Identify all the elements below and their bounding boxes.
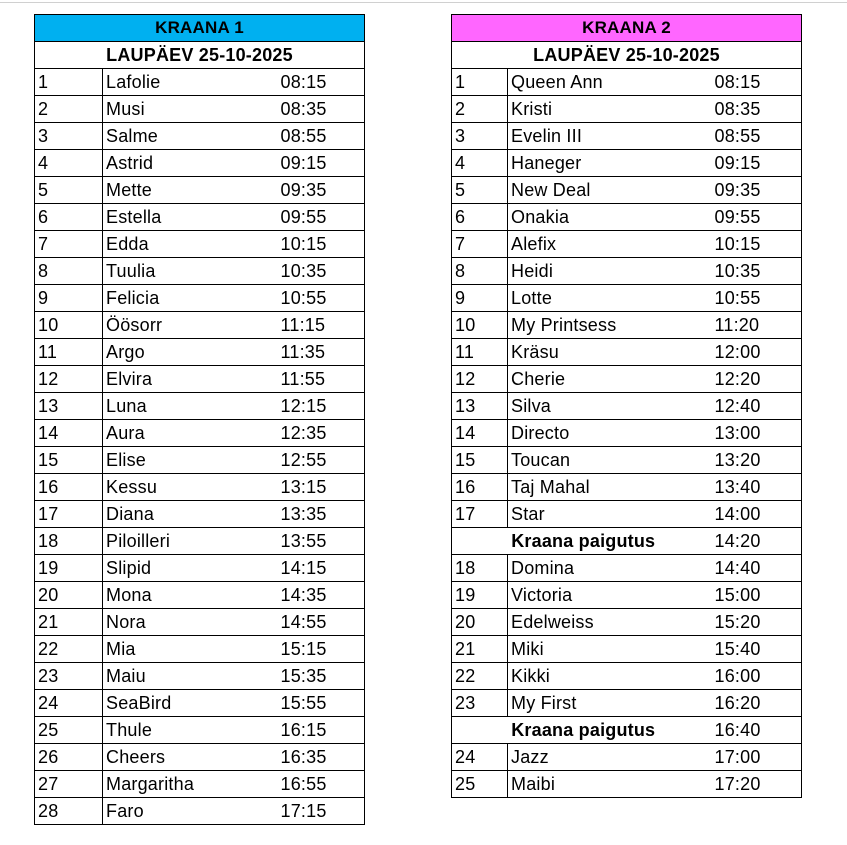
boat-row: [452, 582, 802, 609]
scheduled-time: 09:15: [712, 150, 802, 177]
scheduled-time: 16:40: [712, 717, 802, 744]
scheduled-time: 08:55: [712, 123, 802, 150]
boat-number: 24: [35, 690, 103, 717]
boat-row: [35, 771, 365, 798]
boat-row: [35, 204, 365, 231]
scheduled-time: 12:40: [712, 393, 802, 420]
boat-name: Jazz: [508, 744, 712, 771]
boat-number: 24: [452, 744, 508, 771]
scheduled-time: 14:00: [712, 501, 802, 528]
scheduled-time: 09:35: [278, 177, 365, 204]
boat-number: 18: [452, 555, 508, 582]
scheduled-time: 14:35: [278, 582, 365, 609]
top-divider: [0, 2, 847, 3]
boat-number: 12: [35, 366, 103, 393]
boat-name: Directo: [508, 420, 712, 447]
boat-name: Silva: [508, 393, 712, 420]
boat-row: [35, 177, 365, 204]
crane-1-body: [35, 15, 365, 825]
crane-2-date-row: [452, 42, 802, 69]
boat-name: Margaritha: [103, 771, 278, 798]
crane-2-title: KRAANA 2: [452, 15, 802, 42]
scheduled-time: 15:15: [278, 636, 365, 663]
boat-row: [35, 285, 365, 312]
boat-row: [35, 690, 365, 717]
scheduled-time: 15:40: [712, 636, 802, 663]
boat-number: 4: [35, 150, 103, 177]
boat-number: 19: [452, 582, 508, 609]
boat-number: 16: [452, 474, 508, 501]
boat-row: [452, 339, 802, 366]
crane-placement-row: [452, 717, 802, 744]
boat-name: Slipid: [103, 555, 278, 582]
boat-row: [35, 663, 365, 690]
boat-row: [35, 420, 365, 447]
crane-1-schedule-table: [34, 14, 365, 825]
boat-number: 13: [452, 393, 508, 420]
scheduled-time: 09:55: [712, 204, 802, 231]
boat-name: Kikki: [508, 663, 712, 690]
boat-number: 20: [35, 582, 103, 609]
boat-row: [35, 366, 365, 393]
scheduled-time: 08:35: [712, 96, 802, 123]
boat-name: Musi: [103, 96, 278, 123]
crane-1-date-row: [35, 42, 365, 69]
boat-number: 25: [35, 717, 103, 744]
boat-number: 22: [452, 663, 508, 690]
scheduled-time: 13:40: [712, 474, 802, 501]
scheduled-time: 13:35: [278, 501, 365, 528]
boat-row: [452, 501, 802, 528]
boat-name: Astrid: [103, 150, 278, 177]
scheduled-time: 10:55: [712, 285, 802, 312]
scheduled-time: 15:55: [278, 690, 365, 717]
boat-number: 10: [452, 312, 508, 339]
boat-row: [452, 447, 802, 474]
scheduled-time: 11:55: [278, 366, 365, 393]
boat-number: 9: [35, 285, 103, 312]
boat-number: 13: [35, 393, 103, 420]
boat-row: [452, 609, 802, 636]
crane-placement-label: Kraana paigutus: [452, 717, 712, 744]
boat-row: [35, 150, 365, 177]
boat-number: 3: [452, 123, 508, 150]
boat-name: Kessu: [103, 474, 278, 501]
boat-number: 15: [452, 447, 508, 474]
boat-number: 21: [35, 609, 103, 636]
boat-name: Cheers: [103, 744, 278, 771]
boat-row: [35, 528, 365, 555]
scheduled-time: 14:20: [712, 528, 802, 555]
boat-name: Maibi: [508, 771, 712, 798]
boat-name: SeaBird: [103, 690, 278, 717]
scheduled-time: 12:55: [278, 447, 365, 474]
crane-1-title: KRAANA 1: [35, 15, 365, 42]
boat-name: Heidi: [508, 258, 712, 285]
scheduled-time: 08:15: [712, 69, 802, 96]
boat-number: 8: [35, 258, 103, 285]
boat-number: 23: [35, 663, 103, 690]
boat-name: Queen Ann: [508, 69, 712, 96]
boat-name: My Printsess: [508, 312, 712, 339]
boat-row: [35, 582, 365, 609]
boat-name: Victoria: [508, 582, 712, 609]
boat-row: [452, 150, 802, 177]
boat-name: Miki: [508, 636, 712, 663]
boat-row: [35, 231, 365, 258]
boat-number: 17: [452, 501, 508, 528]
boat-row: [35, 717, 365, 744]
scheduled-time: 12:15: [278, 393, 365, 420]
scheduled-time: 13:15: [278, 474, 365, 501]
boat-number: 26: [35, 744, 103, 771]
scheduled-time: 08:55: [278, 123, 365, 150]
boat-row: [35, 312, 365, 339]
boat-name: Aura: [103, 420, 278, 447]
boat-name: Mona: [103, 582, 278, 609]
crane-2-date: LAUPÄEV 25-10-2025: [452, 42, 802, 69]
boat-number: 15: [35, 447, 103, 474]
boat-name: Mia: [103, 636, 278, 663]
scheduled-time: 10:15: [712, 231, 802, 258]
boat-number: 3: [35, 123, 103, 150]
boat-number: 1: [452, 69, 508, 96]
scheduled-time: 13:20: [712, 447, 802, 474]
boat-row: [35, 501, 365, 528]
boat-row: [35, 69, 365, 96]
boat-number: 4: [452, 150, 508, 177]
boat-name: Domina: [508, 555, 712, 582]
boat-name: Tuulia: [103, 258, 278, 285]
boat-name: Kräsu: [508, 339, 712, 366]
scheduled-time: 10:35: [712, 258, 802, 285]
scheduled-time: 09:15: [278, 150, 365, 177]
boat-row: [452, 555, 802, 582]
boat-name: Elise: [103, 447, 278, 474]
scheduled-time: 16:20: [712, 690, 802, 717]
boat-number: 7: [35, 231, 103, 258]
boat-name: Elvira: [103, 366, 278, 393]
boat-number: 27: [35, 771, 103, 798]
boat-row: [452, 177, 802, 204]
boat-name: Onakia: [508, 204, 712, 231]
boat-row: [452, 312, 802, 339]
boat-number: 19: [35, 555, 103, 582]
boat-name: Luna: [103, 393, 278, 420]
boat-name: Taj Mahal: [508, 474, 712, 501]
boat-name: Nora: [103, 609, 278, 636]
boat-name: Star: [508, 501, 712, 528]
scheduled-time: 15:00: [712, 582, 802, 609]
boat-row: [35, 393, 365, 420]
boat-row: [35, 474, 365, 501]
crane-2-title-row: [452, 15, 802, 42]
scheduled-time: 17:15: [278, 798, 365, 825]
boat-row: [452, 258, 802, 285]
scheduled-time: 13:55: [278, 528, 365, 555]
boat-number: 16: [35, 474, 103, 501]
boat-number: 17: [35, 501, 103, 528]
boat-row: [35, 744, 365, 771]
crane-placement-label: Kraana paigutus: [452, 528, 712, 555]
scheduled-time: 16:15: [278, 717, 365, 744]
boat-number: 6: [35, 204, 103, 231]
boat-number: 2: [35, 96, 103, 123]
boat-name: Felicia: [103, 285, 278, 312]
boat-number: 22: [35, 636, 103, 663]
boat-number: 1: [35, 69, 103, 96]
boat-name: Faro: [103, 798, 278, 825]
scheduled-time: 17:20: [712, 771, 802, 798]
boat-number: 23: [452, 690, 508, 717]
boat-number: 14: [452, 420, 508, 447]
boat-row: [452, 771, 802, 798]
boat-name: Öösorr: [103, 312, 278, 339]
boat-row: [35, 555, 365, 582]
boat-name: Toucan: [508, 447, 712, 474]
crane-1-title-row: [35, 15, 365, 42]
boat-row: [452, 474, 802, 501]
boat-row: [452, 393, 802, 420]
crane-2-schedule-table: [451, 14, 802, 798]
boat-number: 28: [35, 798, 103, 825]
scheduled-time: 14:15: [278, 555, 365, 582]
boat-name: Cherie: [508, 366, 712, 393]
boat-number: 11: [35, 339, 103, 366]
scheduled-time: 09:55: [278, 204, 365, 231]
boat-name: Diana: [103, 501, 278, 528]
boat-number: 20: [452, 609, 508, 636]
scheduled-time: 16:35: [278, 744, 365, 771]
scheduled-time: 14:40: [712, 555, 802, 582]
boat-row: [35, 636, 365, 663]
boat-row: [452, 690, 802, 717]
boat-number: 9: [452, 285, 508, 312]
scheduled-time: 17:00: [712, 744, 802, 771]
scheduled-time: 09:35: [712, 177, 802, 204]
scheduled-time: 10:55: [278, 285, 365, 312]
scheduled-time: 16:00: [712, 663, 802, 690]
crane-placement-row: [452, 528, 802, 555]
boat-number: 11: [452, 339, 508, 366]
boat-row: [452, 366, 802, 393]
scheduled-time: 14:55: [278, 609, 365, 636]
boat-row: [35, 339, 365, 366]
boat-name: New Deal: [508, 177, 712, 204]
boat-row: [452, 663, 802, 690]
boat-row: [452, 231, 802, 258]
boat-row: [452, 420, 802, 447]
boat-row: [35, 258, 365, 285]
boat-name: Piloilleri: [103, 528, 278, 555]
boat-name: Haneger: [508, 150, 712, 177]
scheduled-time: 08:15: [278, 69, 365, 96]
scheduled-time: 13:00: [712, 420, 802, 447]
boat-number: 25: [452, 771, 508, 798]
boat-name: Evelin III: [508, 123, 712, 150]
boat-number: 12: [452, 366, 508, 393]
scheduled-time: 12:00: [712, 339, 802, 366]
scheduled-time: 11:15: [278, 312, 365, 339]
boat-row: [452, 123, 802, 150]
boat-name: Alefix: [508, 231, 712, 258]
boat-number: 2: [452, 96, 508, 123]
boat-row: [452, 285, 802, 312]
crane-1-date: LAUPÄEV 25-10-2025: [35, 42, 365, 69]
scheduled-time: 08:35: [278, 96, 365, 123]
boat-name: My First: [508, 690, 712, 717]
boat-row: [452, 204, 802, 231]
scheduled-time: 16:55: [278, 771, 365, 798]
boat-number: 10: [35, 312, 103, 339]
boat-number: 18: [35, 528, 103, 555]
boat-number: 14: [35, 420, 103, 447]
boat-name: Argo: [103, 339, 278, 366]
boat-name: Edda: [103, 231, 278, 258]
boat-number: 5: [35, 177, 103, 204]
boat-name: Lafolie: [103, 69, 278, 96]
boat-row: [35, 96, 365, 123]
boat-name: Thule: [103, 717, 278, 744]
scheduled-time: 10:15: [278, 231, 365, 258]
boat-number: 21: [452, 636, 508, 663]
scheduled-time: 11:20: [712, 312, 802, 339]
scheduled-time: 15:20: [712, 609, 802, 636]
boat-name: Salme: [103, 123, 278, 150]
scheduled-time: 12:20: [712, 366, 802, 393]
boat-name: Kristi: [508, 96, 712, 123]
boat-row: [452, 96, 802, 123]
boat-row: [35, 609, 365, 636]
boat-row: [35, 447, 365, 474]
boat-name: Lotte: [508, 285, 712, 312]
boat-number: 5: [452, 177, 508, 204]
boat-row: [452, 69, 802, 96]
crane-2-body: [452, 15, 802, 798]
boat-row: [35, 123, 365, 150]
scheduled-time: 12:35: [278, 420, 365, 447]
boat-number: 7: [452, 231, 508, 258]
boat-name: Mette: [103, 177, 278, 204]
scheduled-time: 11:35: [278, 339, 365, 366]
boat-name: Maiu: [103, 663, 278, 690]
boat-row: [452, 636, 802, 663]
boat-row: [35, 798, 365, 825]
boat-name: Estella: [103, 204, 278, 231]
boat-number: 8: [452, 258, 508, 285]
scheduled-time: 10:35: [278, 258, 365, 285]
boat-name: Edelweiss: [508, 609, 712, 636]
boat-number: 6: [452, 204, 508, 231]
boat-row: [452, 744, 802, 771]
scheduled-time: 15:35: [278, 663, 365, 690]
